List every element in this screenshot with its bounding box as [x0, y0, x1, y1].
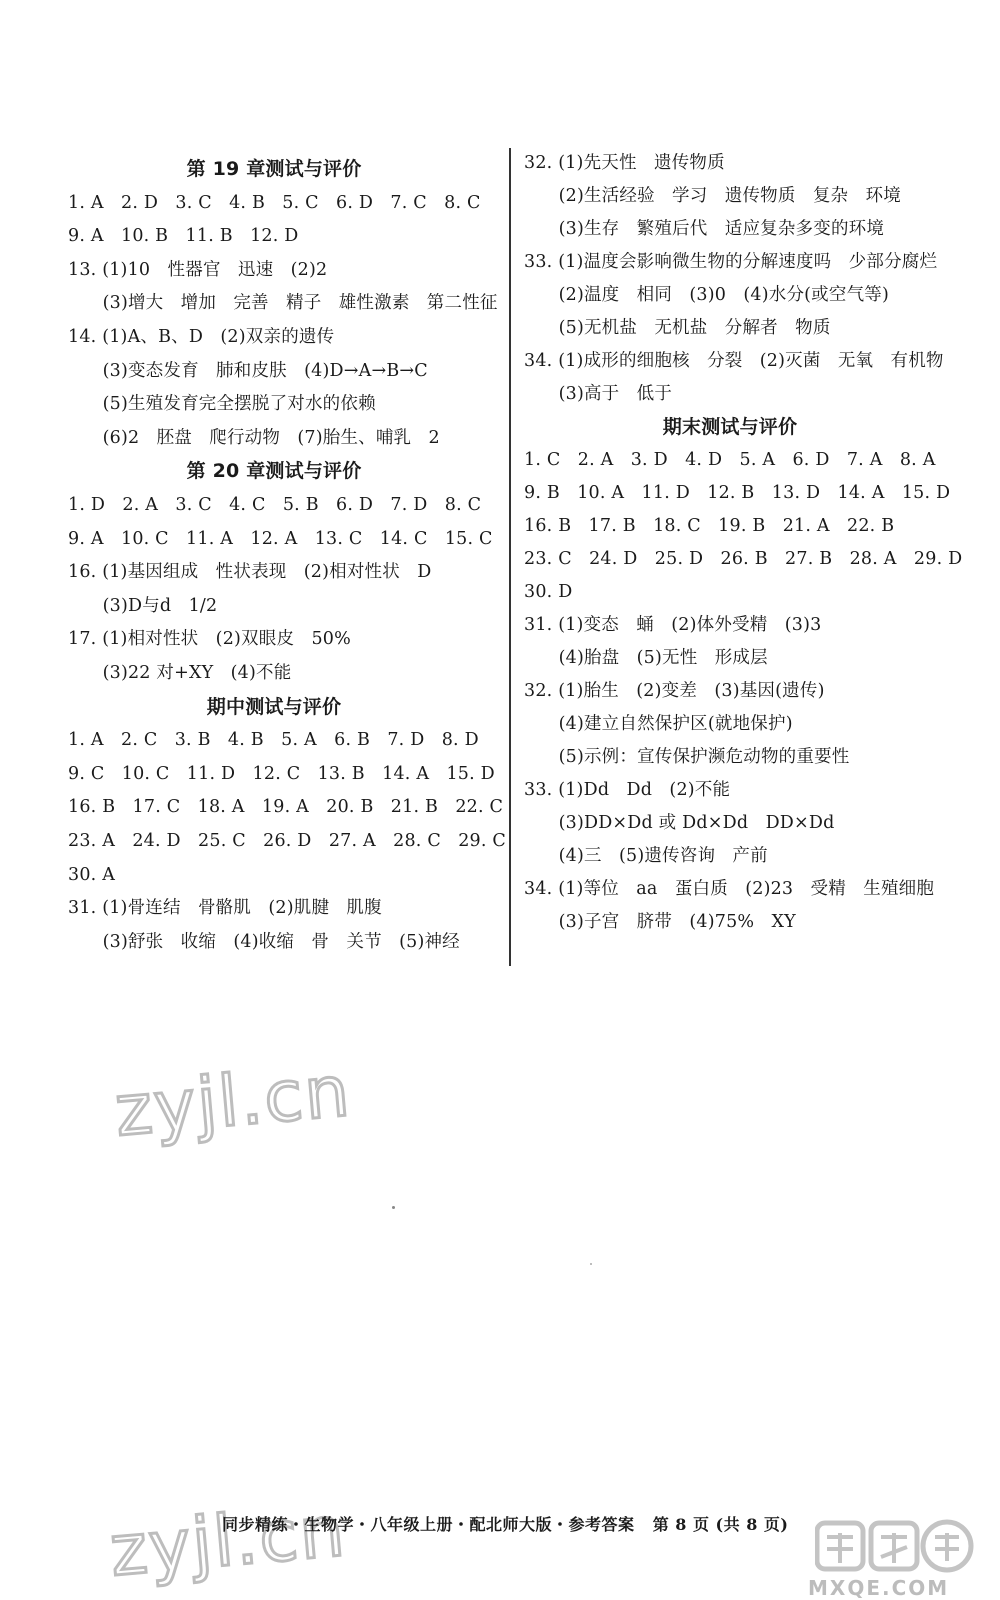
answer-line: 16. (1)基因组成 性状表现 (2)相对性状 D: [68, 562, 432, 583]
watermark-top: zyjl.cn: [111, 1049, 355, 1153]
answer-line: 16. B 17. B 18. C 19. B 21. A 22. B: [524, 516, 895, 536]
answer-line: 1. A 2. C 3. B 4. B 5. A 6. B 7. D 8. D: [68, 730, 479, 751]
section-heading: 期中测试与评价: [206, 695, 342, 718]
answer-line: (2)生活经验 学习 遗传物质 复杂 环境: [524, 186, 901, 206]
answer-line: (3)子宫 脐带 (4)75% XY: [524, 912, 796, 932]
answer-line: (3)增大 增加 完善 精子 雄性激素 第二性征: [68, 293, 498, 314]
answer-line: 1. A 2. D 3. C 4. B 5. C 6. D 7. C 8. C: [68, 192, 481, 213]
page-footer: 同步精练・生物学・八年级上册・配北师大版・参考答案 第 8 页 (共 8 页): [222, 1515, 789, 1534]
answer-line: (4)胎盘 (5)无性 形成层: [524, 648, 768, 668]
answer-line: 17. (1)相对性状 (2)双眼皮 50%: [68, 629, 351, 650]
brand-logo-icon: [815, 1515, 975, 1585]
answer-line: 14. (1)A、B、D (2)双亲的遗传: [68, 327, 335, 347]
answer-line: 32. (1)先天性 遗传物质: [524, 153, 725, 173]
answer-line: (5)示例：宣传保护濒危动物的重要性: [524, 747, 850, 767]
answer-line: 31. (1)变态 蛹 (2)体外受精 (3)3: [524, 615, 822, 635]
answer-line: (3)变态发育 肺和皮肤 (4)D→A→B→C: [68, 360, 428, 381]
answer-line: 34. (1)等位 aa 蛋白质 (2)23 受精 生殖细胞: [524, 879, 935, 899]
section-heading: 第 20 章测试与评价: [186, 460, 362, 483]
section-heading: 第 19 章测试与评价: [186, 158, 362, 180]
answer-line: 23. C 24. D 25. D 26. B 27. B 28. A 29. D: [524, 549, 963, 569]
answer-line: 13. (1)10 性器官 迅速 (2)2: [68, 259, 328, 280]
answer-line: 33. (1)Dd Dd (2)不能: [524, 780, 731, 800]
section-heading: 期末测试与评价: [662, 416, 798, 438]
answer-line: (5)无机盐 无机盐 分解者 物质: [524, 318, 831, 338]
answer-line: 9. C 10. C 11. D 12. C 13. B 14. A 15. D: [68, 763, 495, 784]
answer-line: 9. A 10. B 11. B 12. D: [68, 226, 299, 247]
answer-line: 1. C 2. A 3. D 4. D 5. A 6. D 7. A 8. A: [524, 450, 936, 470]
watermark-bottom: zyjl.cn: [106, 1489, 350, 1593]
answer-line: 32. (1)胎生 (2)变差 (3)基因(遗传): [524, 681, 825, 701]
answer-line: (6)2 胚盘 爬行动物 (7)胎生、哺乳 2: [68, 427, 440, 448]
answer-line: 16. B 17. C 18. A 19. A 20. B 21. B 22. C: [68, 797, 504, 818]
answer-line: 9. A 10. C 11. A 12. A 13. C 14. C 15. C: [68, 528, 493, 549]
answer-line: (3)22 对+XY (4)不能: [68, 663, 292, 683]
answer-line: 30. A: [68, 864, 116, 885]
answer-line: (4)三 (5)遗传咨询 产前: [524, 846, 768, 866]
answer-line: (4)建立自然保护区(就地保护): [524, 714, 793, 734]
answer-line: (3)舒张 收缩 (4)收缩 骨 关节 (5)神经: [68, 931, 460, 952]
answer-line: (3)生存 繁殖后代 适应复杂多变的环境: [524, 219, 885, 239]
brand-url: MXQE.COM: [808, 1576, 950, 1600]
answer-line: 30. D: [524, 582, 573, 602]
answer-line: 1. D 2. A 3. C 4. C 5. B 6. D 7. D 8. C: [68, 495, 482, 515]
answer-line: (5)生殖发育完全摆脱了对水的依赖: [68, 394, 376, 415]
answer-line: 31. (1)骨连结 骨骼肌 (2)肌腱 肌腹: [68, 898, 382, 919]
column-divider: [509, 148, 511, 966]
speck: [590, 1263, 592, 1265]
answer-line: 34. (1)成形的细胞核 分裂 (2)灭菌 无氧 有机物: [524, 351, 944, 371]
speck: [392, 1206, 395, 1209]
answer-line: (3)高于 低于: [524, 384, 673, 404]
answer-line: (2)温度 相同 (3)0 (4)水分(或空气等): [524, 285, 889, 305]
answer-line: 33. (1)温度会影响微生物的分解速度吗 少部分腐烂: [524, 252, 938, 272]
answer-line: (3)DD×Dd 或 Dd×Dd DD×Dd: [524, 813, 835, 833]
answer-line: 9. B 10. A 11. D 12. B 13. D 14. A 15. D: [524, 483, 951, 503]
answer-line: 23. A 24. D 25. C 26. D 27. A 28. C 29. C: [68, 831, 506, 851]
answer-line: (3)D与d 1/2: [68, 595, 218, 616]
